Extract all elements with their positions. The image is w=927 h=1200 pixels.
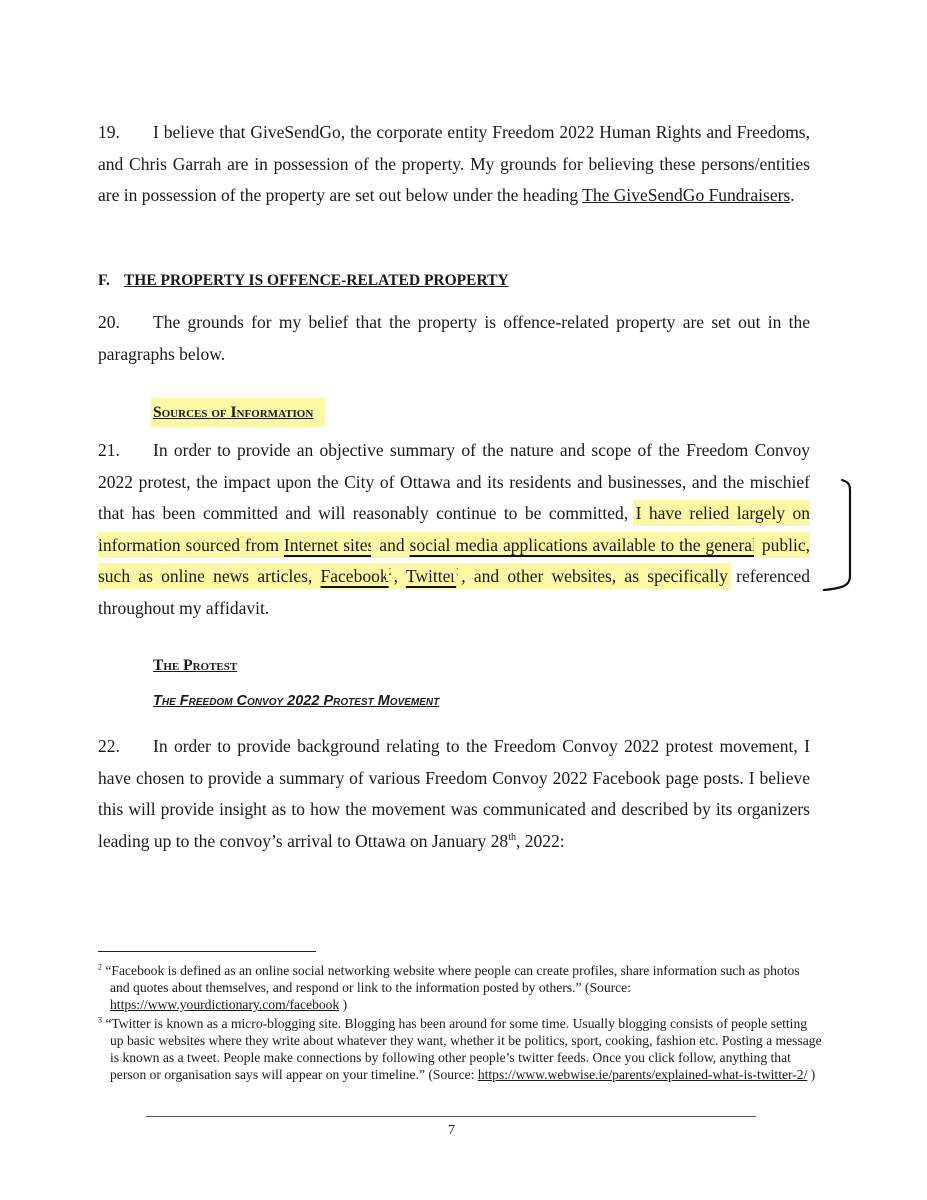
- paragraph-21: [98, 435, 810, 624]
- sources-heading-label: Sources of Information: [151, 398, 325, 427]
- paragraph-20: [98, 307, 810, 370]
- paragraph-number: 20.: [98, 312, 120, 332]
- underlined-twitter: Twitter: [405, 566, 457, 586]
- movement-heading: The Freedom Convoy 2022 Protest Movement: [153, 693, 440, 709]
- footnote-marker: 2: [98, 962, 102, 972]
- footnote-text: “Twitter is known as a micro-blogging site. Blogging has been around for some time. Usually blogging consists of people setting up basic websites where they write about whatever they want, whether it be politics, sport, cooking, fashion etc. Posting a message is known as a tweet. People make connections by following other people’s twitter feeds. Once you click follow, anything that person or organisation says will appear on your timeline.” (Source:: [102, 1016, 822, 1082]
- footnote-divider: [98, 951, 316, 952]
- paragraph-number: 21.: [98, 440, 120, 460]
- highlighted-text: I have relied largely on information sourced from: [98, 503, 810, 555]
- footnote-tail: ): [807, 1067, 816, 1082]
- ordinal-suffix: th: [508, 831, 516, 843]
- paragraph-text-end: , 2022:: [515, 830, 565, 851]
- section-heading-f: [98, 272, 509, 290]
- footnote-tail: ): [339, 997, 348, 1012]
- section-letter: F.: [98, 272, 110, 289]
- footnote-3: [98, 1015, 822, 1083]
- highlighted-text: ,: [393, 566, 406, 586]
- paragraph-22: [98, 731, 810, 857]
- page-footer-divider: [146, 1116, 756, 1117]
- paragraph-number: 22.: [98, 736, 120, 756]
- sources-heading: [153, 404, 325, 422]
- footnote-marker: 3: [98, 1015, 102, 1025]
- underlined-facebook: Facebook: [320, 566, 389, 586]
- heading-reference: The GiveSendGo Fundraisers: [582, 185, 791, 205]
- highlighted-text: , and other websites, as specifically: [461, 566, 728, 586]
- section-title: THE PROPERTY IS OFFENCE-RELATED PROPERTY: [123, 272, 509, 289]
- paragraph-text-end: .: [790, 185, 795, 205]
- paragraph-number: 19.: [98, 122, 120, 142]
- footnote-link[interactable]: https://www.webwise.ie/parents/explained-what-is-twitter-2/: [477, 1067, 808, 1082]
- highlighted-text: public, such as online news articles,: [98, 534, 810, 586]
- footnote-text: “Facebook is defined as an online social networking website where people can create profiles, share information such as photos and quotes about themselves, and respond or link to the information posted by others.” (Source:: [102, 963, 800, 995]
- paragraph-19: [98, 117, 810, 212]
- highlighted-text: and: [374, 534, 410, 555]
- footnote-ref-2[interactable]: 2: [388, 567, 394, 579]
- paragraph-text: In order to provide background relating to the Freedom Convoy 2022 protest movement, I have chosen to provide a summary of various Freedom Convoy 2022 Facebook page posts. I believe this will provide insight as to how the movement was communicated and described by its organizers leading up to the convoy’s arrival to Ottawa on January 28: [98, 736, 810, 851]
- paragraph-text-end: referenced throughout my affidavit.: [98, 566, 810, 618]
- underlined-social-media: social media applications available to the general: [409, 534, 757, 555]
- footnote-2: [98, 962, 822, 1013]
- underlined-internet-sites: Internet sites: [283, 534, 375, 555]
- page-number: 7: [448, 1123, 455, 1138]
- paragraph-text: I believe that GiveSendGo, the corporate entity Freedom 2022 Human Rights and Freedoms, and Chris Garrah are in possession of the property. My grounds for believing these persons/entities are in possession of the property are set out below under the heading: [98, 122, 810, 205]
- protest-heading: The Protest: [153, 657, 238, 674]
- paragraph-text: In order to provide an objective summary of the nature and scope of the Freedom Convoy 2022 protest, the impact upon the City of Ottawa and its residents and businesses, and the mischief that has been committed and will reasonably continue to be committed,: [98, 440, 810, 523]
- footnote-ref-3[interactable]: 3: [456, 567, 462, 579]
- footnote-link[interactable]: https://www.yourdictionary.com/facebook: [110, 997, 340, 1012]
- margin-bracket-mark: [820, 476, 860, 596]
- paragraph-text: The grounds for my belief that the property is offence-related property are set out in the paragraphs below.: [98, 312, 810, 364]
